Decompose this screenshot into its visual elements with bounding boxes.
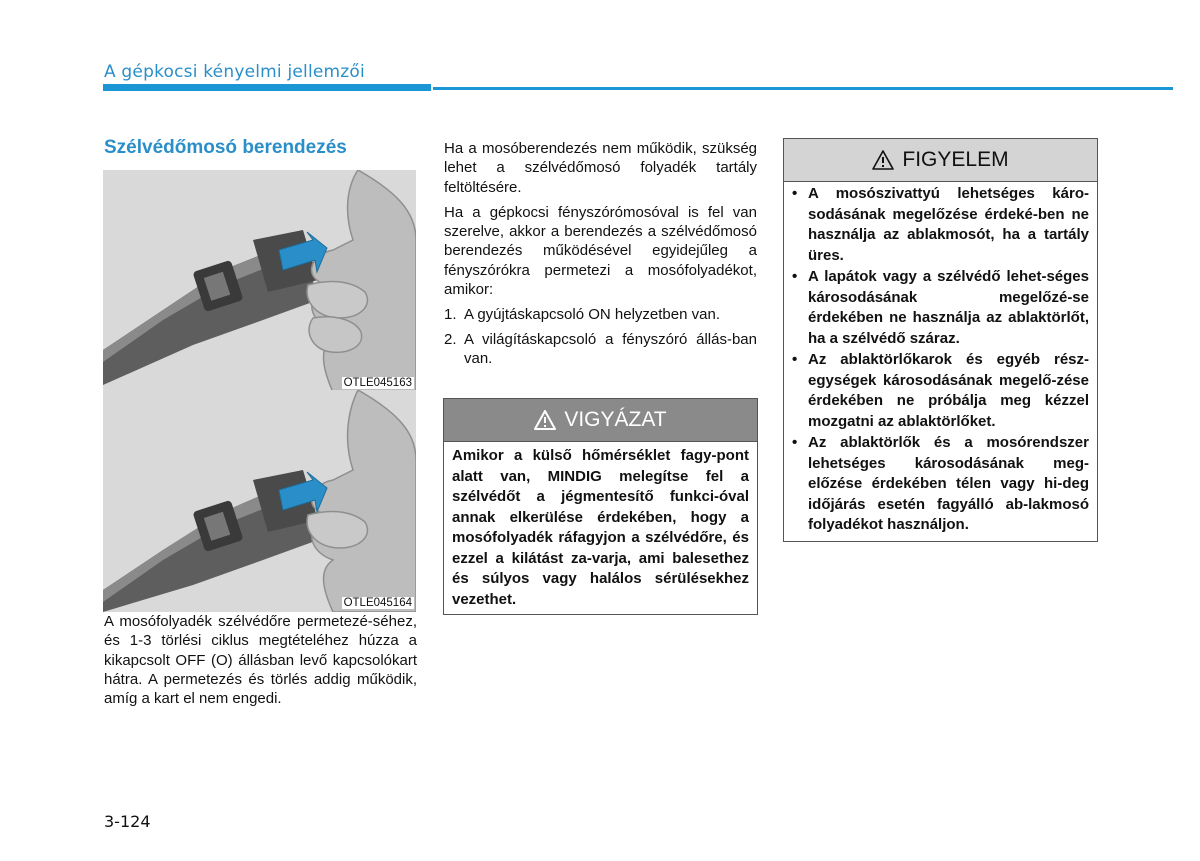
page-number: 3-124 [104, 812, 151, 831]
notice-bullets [784, 182, 1097, 541]
notice-title: FIGYELEM [902, 148, 1009, 171]
list-item [444, 305, 757, 324]
bullet-dot-icon: • [792, 351, 798, 368]
figure-a [103, 170, 416, 392]
notice-header [784, 139, 1097, 182]
middle-paragraph-1: Ha a mosóberendezés nem működik, szükség lehet a szélvédőmosó folyadék tartály feltöltésére. [444, 140, 757, 196]
list-item-text: A világításkapcsoló a fényszóró állás-ban van. [464, 330, 757, 367]
section-title: Szélvédőmosó berendezés [104, 137, 347, 158]
header-title: A gépkocsi kényelmi jellemzői [104, 62, 365, 82]
warning-triangle-icon [872, 150, 894, 170]
header-rule [433, 87, 1173, 90]
list-item [444, 330, 757, 369]
notice-bullet [790, 350, 1089, 432]
numbered-list [444, 305, 757, 368]
notice-bullet-text: Az ablaktörlőkarok és egyéb rész-egységek károsodásának megelő-zése érdekében ne próbálja meg kézzel mozgatni az ablaktörlőket. [808, 351, 1089, 430]
wiper-stalk-illustration-b [103, 390, 416, 612]
wiper-stalk-illustration-a [103, 170, 416, 392]
notice-bullet-text: A mosószivattyú lehetséges káro-sodásának megelőzése érdeké-ben ne használja az ablakmosót, ha a tartály üres. [808, 185, 1089, 264]
notice-bullet-text: Az ablaktörlők és a mosórendszer lehetséges károsodásának meg-előzése érdekében télen vagy hi-deg időjárás esetén fagyálló ab-lakmosó folyadékot használjon. [808, 434, 1089, 533]
list-item-number: 1. [444, 306, 457, 324]
bullet-dot-icon: • [792, 268, 798, 285]
left-paragraph: A mosófolyadék szélvédőre permetezé-séhez, és 1-3 törlési ciklus megtételéhez húzza a kikapcsolt OFF (O) állásban levő kapcsolókart hátra. A permetezés és törlés addig működik, amíg a kart el nem engedi. [104, 613, 417, 708]
bullet-dot-icon: • [792, 434, 798, 451]
notice-bullet [790, 433, 1089, 536]
bullet-dot-icon: • [792, 185, 798, 202]
caution-box [443, 398, 758, 615]
notice-box [783, 138, 1098, 542]
caution-title: VIGYÁZAT [564, 408, 667, 431]
figure-a-code: OTLE045163 [343, 377, 412, 389]
caution-text: Amikor a külső hőmérséklet fagy-pont alatt van, MINDIG melegítse fel a szélvédőt a jégmentesítő funkci-óval annak elkerülése érdekében, hogy a mosófolyadék ráfagyjon a szélvédőre, és ezzel a kilátást za-varja, ami balesethez és súlyos vagy halálos sérülésekhez vezethet. [452, 447, 749, 608]
warning-triangle-icon [534, 410, 556, 430]
middle-column [444, 139, 757, 373]
header-bar [103, 84, 431, 91]
figure-b-code: OTLE045164 [343, 597, 412, 609]
notice-bullet-text: A lapátok vagy a szélvédő lehet-séges károsodásának megelőzé-se érdekében ne használja az ablaktörlőt, ha a szélvédő száraz. [808, 268, 1089, 347]
notice-bullet [790, 267, 1089, 349]
notice-bullet [790, 184, 1089, 266]
list-item-number: 2. [444, 330, 457, 348]
figure-b [103, 390, 416, 612]
middle-paragraph-2: Ha a gépkocsi fényszórómosóval is fel van szerelve, akkor a berendezés a szélvédőmosó berendezés működésével egyidejűleg a fényszórókra permetezi a mosófolyadékot, amikor: [444, 203, 757, 299]
list-item-text: A gyújtáskapcsoló ON helyzetben van. [464, 306, 720, 324]
caution-header [444, 399, 757, 442]
